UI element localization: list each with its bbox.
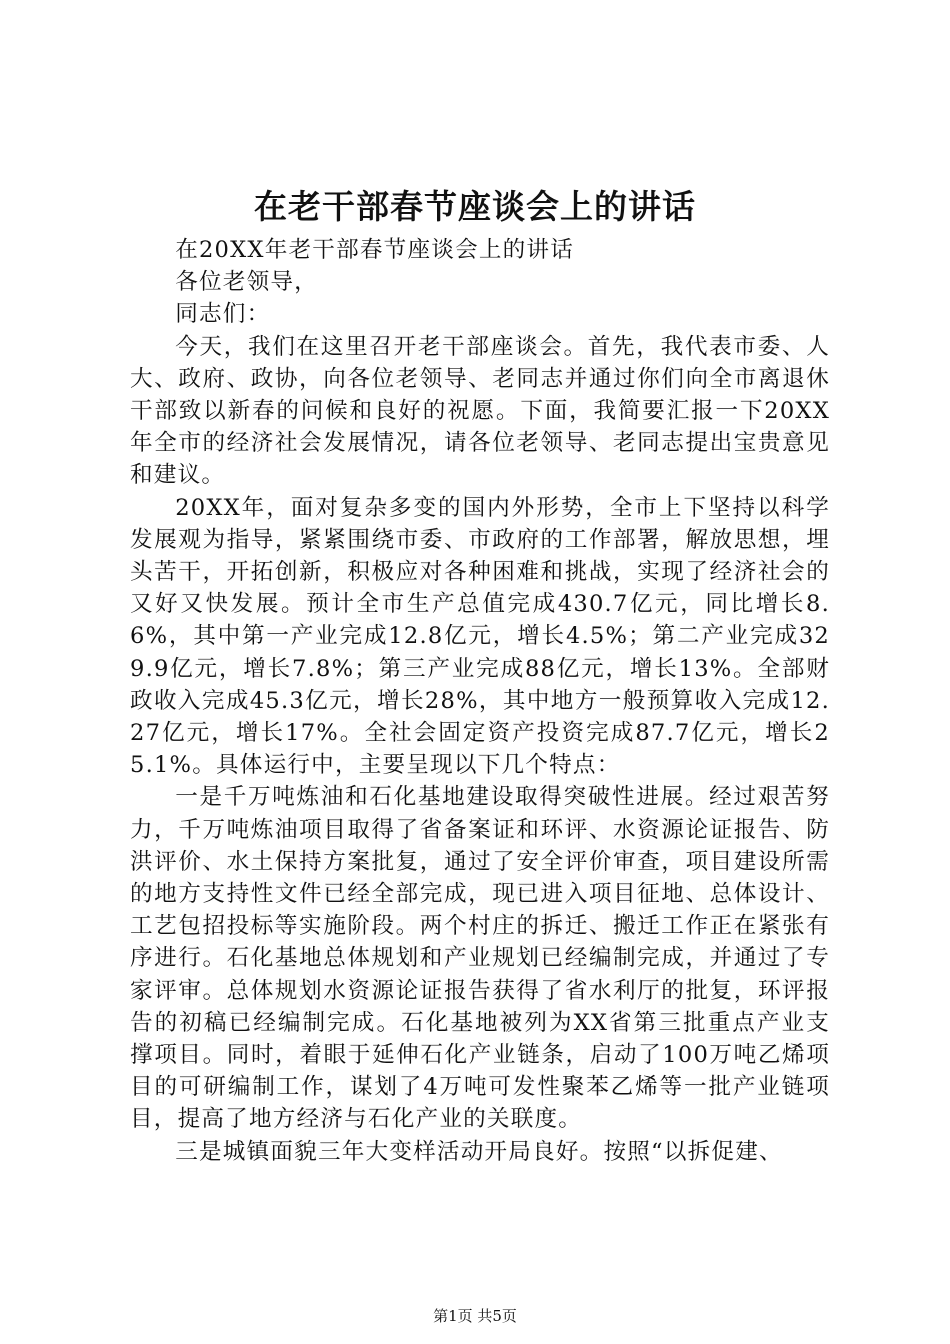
paragraph-point-one: 一是千万吨炼油和石化基地建设取得突破性进展。经过艰苦努力，千万吨炼油项目取得了省备案证和环评、水资源论证报告、防洪评价、水土保持方案批复，通过了安全评价审查，项目建设所需的地方支持性文件已经全部完成，现已进入项目征地、总体设计、工艺包招投标等实施阶段。两个村庄的拆迁、搬迁工作正在紧张有序进行。石化基地总体规划和产业规划已经编制完成，并通过了专家评审。总体规划水资源论证报告获得了省水利厅的批复，环评报告的初稿已经编制完成。石化基地被列为XX省第三批重点产业支撑项目。同时，着眼于延伸石化产业链条，启动了100万吨乙烯项目的可研编制工作，谋划了4万吨可发性聚苯乙烯等一批产业链项目，提高了地方经济与石化产业的关联度。 (130, 784, 830, 1133)
paragraph-salutation-comrades: 同志们： (175, 301, 271, 328)
paragraph-opening: 今天，我们在这里召开老干部座谈会。首先，我代表市委、人大、政府、政协，向各位老领导、老同志并通过你们向全市离退休干部致以新春的问候和良好的祝愿。下面，我简要汇报一下20XX年全市的经济社会发展情况，请各位老领导、老同志提出宝贵意见和建议。 (130, 333, 830, 489)
paragraph-economic-overview: 20XX年，面对复杂多变的国内外形势，全市上下坚持以科学发展观为指导，紧紧围绕市委、市政府的工作部署，解放思想，埋头苦干，开拓创新，积极应对各种困难和挑战，实现了经济社会的又好又快发展。预计全市生产总值完成430.7亿元，同比增长8.6%，其中第一产业完成12.8亿元，增长4.5%；第二产业完成329.9亿元，增长7.8%；第三产业完成88亿元，增长13%。全部财政收入完成45.3亿元，增长28%，其中地方一般预算收入完成12.27亿元，增长17%。全社会固定资产投资完成87.7亿元，增长25.1%。具体运行中，主要呈现以下几个特点： (130, 494, 830, 779)
document-title: 在老干部春节座谈会上的讲话 (254, 187, 696, 226)
paragraph-subtitle: 在20XX年老干部春节座谈会上的讲话 (175, 237, 575, 263)
paragraph-salutation-leaders: 各位老领导， (175, 269, 318, 296)
paragraph-point-three: 三是城镇面貌三年大变样活动开局良好。按照“以拆促建、 (175, 1138, 783, 1165)
page-footer: 第1页 共5页 (433, 1307, 517, 1325)
document-body (130, 234, 830, 1168)
